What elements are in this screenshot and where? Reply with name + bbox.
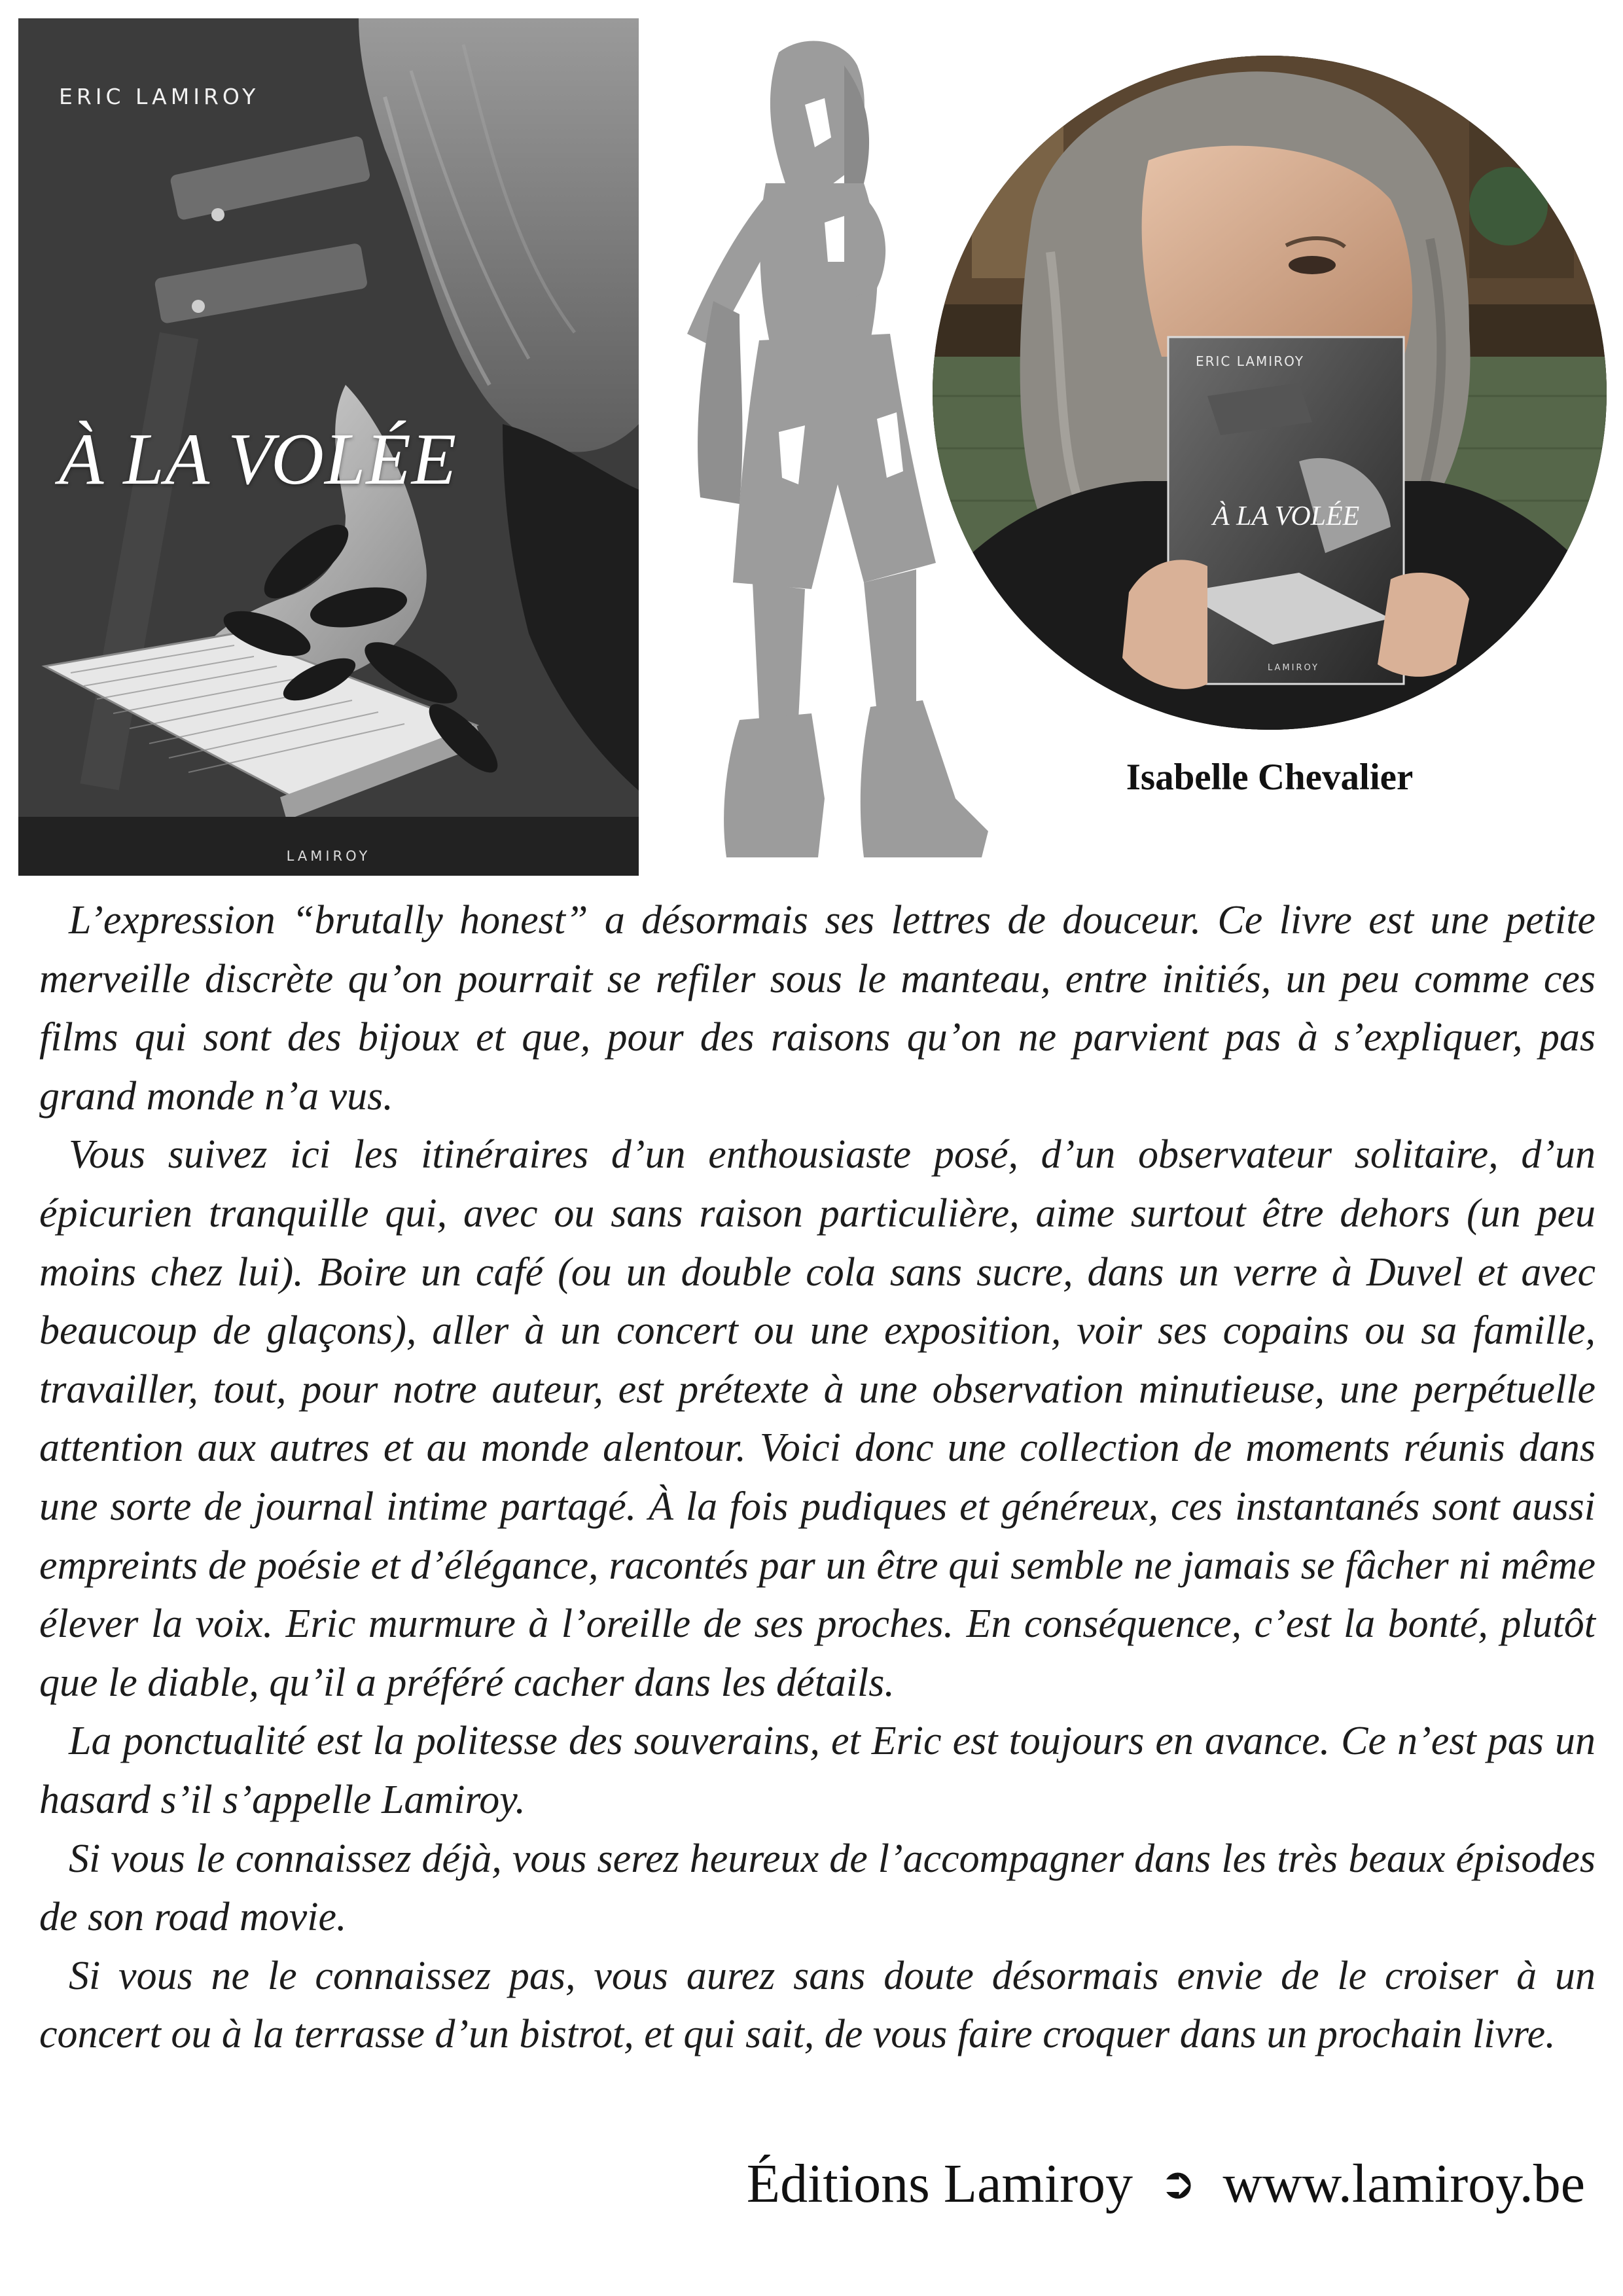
publisher-name: Éditions Lamiroy — [746, 2153, 1133, 2214]
website-link[interactable]: www.lamiroy.be — [1222, 2153, 1585, 2214]
cover-author: ERIC LAMIROY — [59, 84, 260, 109]
publisher-footer — [747, 2152, 1585, 2215]
paragraph: Si vous ne le connaissez pas, vous aurez sans doute désormais envie de le croiser à un concert ou à la terrasse d’un bistrot, et qui sait, de vous faire croquer dans un prochain livre. — [39, 1953, 1596, 2057]
paragraph: Si vous le connaissez déjà, vous serez heureux de l’accompagner dans les très beaux épisodes de son road movie. — [39, 1836, 1596, 1940]
arrow-right-icon: ➲ — [1160, 2158, 1196, 2208]
paragraph: L’expression “brutally honest” a désormais ses lettres de douceur. Ce livre est une petite merveille discrète qu’on pourrait se refiler sous le manteau, entre initiés, un peu comme ces films qui sont des bijoux et que, pour des raisons qu’on ne parvient pas à s’expliquer, pas grand monde n’a vus. — [39, 898, 1596, 1119]
paragraph: Vous suivez ici les itinéraires d’un enthousiaste posé, d’un observateur solitaire, d’un épicurien tranquille qui, avec ou sans raison particulière, aime surtout être dehors (un peu moins chez lui). Boire un café (ou un double cola sans sucre, dans un verre à Duvel et avec beaucoup de glaçons), aller à un concert ou une exposition, voir ses copains ou sa famille, travailler, tout, pour notre auteur, est prétexte à une observation minutieuse, une perpétuelle attention aux autres et au monde alentour. Voici donc une collection de moments réunis dans une sorte de journal intime partagé. À la fois pudiques et généreux, ces instantanés sont aussi empreints de poésie et d’élégance, racontés par un être qui semble ne jamais se fâcher ni même élever la voix. Eric murmure à l’oreille de ses proches. En conséquence, c’est la bonté, plutôt que le diable, qu’il a préféré cacher dans les détails. — [39, 1132, 1596, 1705]
portrait-caption: Isabelle Chevalier — [1126, 757, 1414, 798]
held-book-author: ERIC LAMIROY — [1196, 353, 1304, 369]
paragraph: La ponctualité est la politesse des souverains, et Eric est toujours en avance. Ce n’est pas un hasard s’il s’appelle Lamiroy. — [39, 1719, 1596, 1822]
portrait-photo — [933, 56, 1607, 730]
cover-title: À LA VOLÉE — [59, 419, 457, 500]
held-book-title: À LA VOLÉE — [1213, 501, 1360, 531]
cover-publisher: LAMIROY — [286, 848, 371, 864]
book-cover — [18, 18, 639, 876]
back-cover-text — [39, 891, 1596, 2064]
author-portrait-photo — [933, 56, 1607, 730]
held-book-publisher: LAMIROY — [1268, 663, 1319, 673]
